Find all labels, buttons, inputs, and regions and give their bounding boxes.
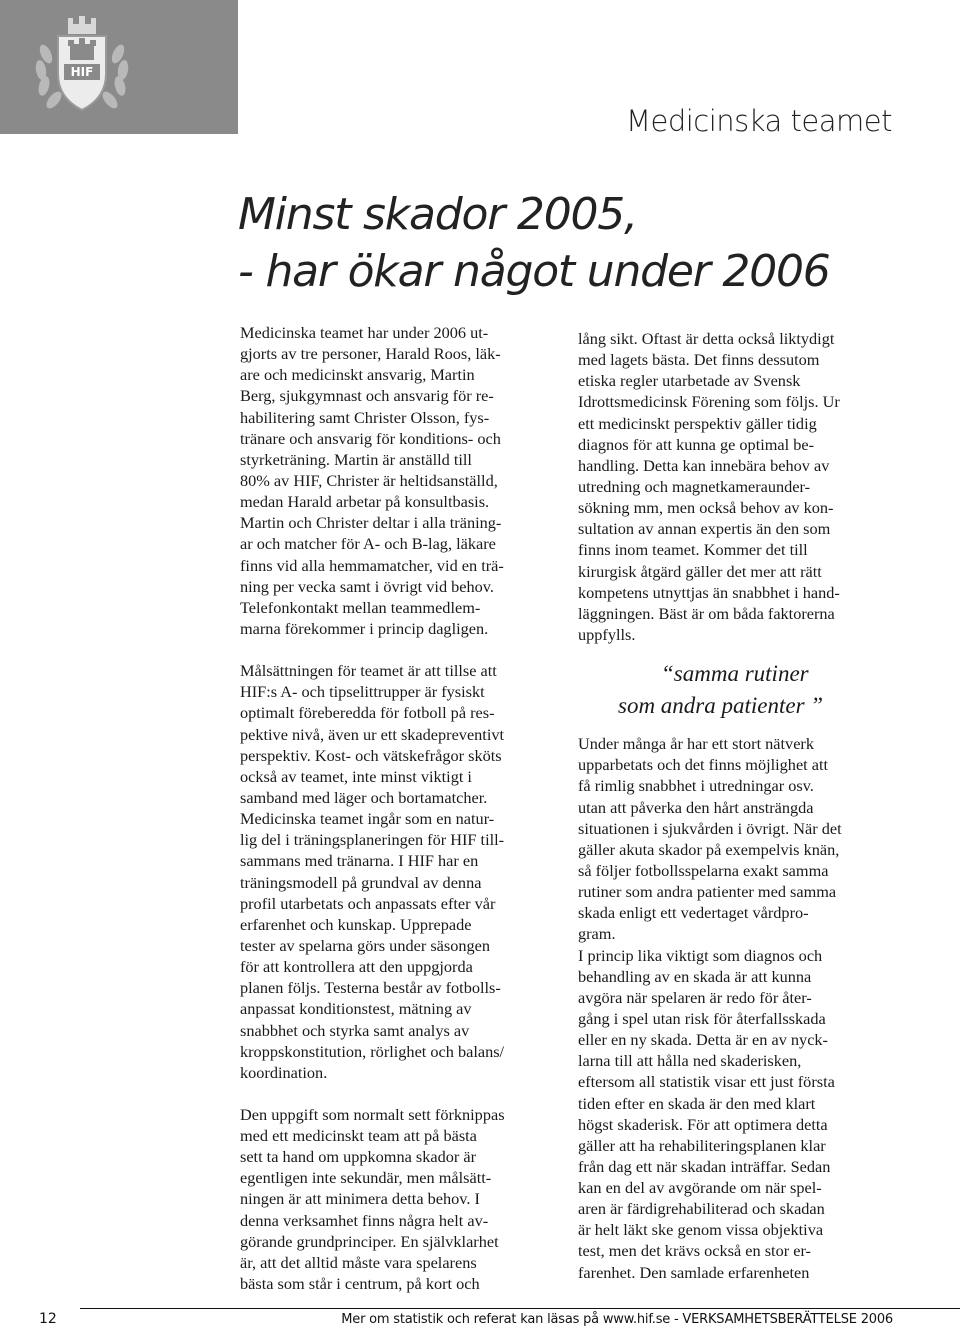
text-line: görande grundprinciper. En självklarhet	[240, 1231, 499, 1251]
text-line: gäller akuta skador på exempelvis knän,	[578, 839, 840, 859]
text-line: are och medicinskt ansvarig, Martin	[240, 365, 475, 385]
text-line: denna verksamhet finns några helt av-	[240, 1210, 489, 1230]
text-line: Martin och Christer deltar i alla träning-	[240, 513, 502, 533]
text-line: situationen i sjukvården i övrigt. När det	[578, 818, 842, 838]
text-line: lig del i träningsplaneringen för HIF till-	[240, 830, 505, 850]
text-line: ar och matcher för A- och B-lag, läkare	[240, 534, 496, 554]
text-line: är helt läkt ske genom vissa objektiva	[578, 1220, 824, 1240]
hif-crest-logo	[30, 14, 134, 118]
text-line: ning per vecka samt i övrigt vid behov.	[240, 576, 494, 596]
footer-text: Mer om statistik och referat kan läsas på www.hif.se - VERKSAMHETSBERÄTTELSE 2006	[341, 1312, 893, 1327]
text-line: tester av spelarna görs under säsongen	[240, 935, 491, 955]
text-line: Målsättningen för teamet är att tillse att	[240, 661, 497, 681]
text-line: anpassat konditionstest, mätning av	[240, 999, 472, 1019]
text-line: gjorts av tre personer, Harald Roos, läk-	[240, 344, 501, 364]
text-line: Telefonkontakt mellan teammedlem-	[240, 597, 481, 617]
pull-quote	[578, 658, 898, 721]
right-paragraph-1	[578, 328, 898, 645]
text-line: träningsmodell på grundval av denna	[240, 872, 482, 892]
text-line: aren är färdigrehabiliterad och skadan	[578, 1199, 825, 1219]
text-line: snabbhet och styrka samt analys av	[240, 1020, 470, 1040]
text-line: sett ta hand om uppkomna skador är	[240, 1147, 477, 1167]
text-line: för att kontrollera att den uppgjorda	[240, 957, 473, 977]
text-line: upparbetats och det finns möjlighet att	[578, 755, 829, 775]
page-number: 12	[39, 1311, 57, 1327]
text-line: 80% av HIF, Christer är heltidsanställd,	[240, 470, 498, 490]
text-line: bästa som står i centrum, på kort och	[240, 1274, 480, 1294]
text-line: finns vid alla hemmamatcher, vid en trä-	[240, 555, 504, 575]
text-line: lång sikt. Oftast är detta också liktydigt	[578, 329, 835, 348]
text-line: behandling av en skada är att kunna	[578, 966, 812, 986]
text-line: samband med läger och bortamatcher.	[240, 787, 488, 807]
paragraph-spacer	[240, 1083, 560, 1104]
left-paragraph-1	[240, 322, 560, 639]
footer-rule	[80, 1308, 960, 1309]
text-line: finns inom teamet. Kommer det till	[578, 540, 808, 560]
text-line: utan att påverka den hårt ansträngda	[578, 797, 814, 817]
text-line: skada enligt ett vedertaget vårdpro-	[578, 903, 809, 923]
text-line: test, men det krävs också en stor er-	[578, 1241, 811, 1261]
headline-line-1: Minst skador 2005,	[238, 189, 637, 240]
text-line: larna till att hålla ned skaderisken,	[578, 1051, 802, 1071]
text-line: tiden efter en skada är den med klart	[578, 1093, 816, 1113]
text-line: HIF:s A- och tipselittrupper är fysiskt	[240, 682, 485, 702]
text-line: gram.	[578, 924, 616, 944]
left-paragraph-3	[240, 1104, 560, 1294]
text-line: sultation av annan expertis än den som	[578, 519, 831, 539]
text-line: gång i spel utan risk för återfallsskada	[578, 1008, 826, 1028]
text-line: uppfylls.	[578, 624, 636, 644]
text-line: med lagets bästa. Det finns dessutom	[578, 350, 820, 370]
text-line: så följer fotbollsspelarna exakt samma	[578, 860, 829, 880]
right-column	[578, 328, 898, 1283]
text-line: är, att det alltid måste vara spelarens	[240, 1252, 477, 1272]
text-line: farenhet. Den samlade erfarenheten	[578, 1262, 810, 1282]
text-line: Medicinska teamet har under 2006 ut-	[240, 323, 489, 342]
text-line: gäller att ha rehabiliteringsplanen klar	[578, 1135, 826, 1155]
text-line: Under många år har ett stort nätverk	[578, 734, 814, 754]
text-line: ett medicinskt perspektiv gäller tidig	[578, 413, 817, 433]
text-line: medan Harald arbetar på konsultbasis.	[240, 492, 490, 512]
text-line: läggningen. Bäst är om båda faktorerna	[578, 603, 835, 623]
text-line: högst skaderisk. För att optimera detta	[578, 1114, 828, 1134]
pull-quote-line-2: som andra patienter ”	[618, 692, 824, 718]
text-line: sökning mm, men också behov av kon-	[578, 498, 834, 518]
text-line: rutiner som andra patienter med samma	[578, 882, 837, 902]
text-line: med ett medicinskt team att på bästa	[240, 1126, 477, 1146]
text-line: habilitering samt Christer Olsson, fys-	[240, 407, 490, 427]
text-line: erfarenhet och kunskap. Upprepade	[240, 914, 472, 934]
text-line: kan en del av avgörande om när spel-	[578, 1178, 822, 1198]
text-line: Den uppgift som normalt sett förknippas	[240, 1104, 505, 1124]
text-line: styrketräning. Martin är anställd till	[240, 449, 472, 469]
text-line: etiska regler utarbetade av Svensk	[578, 371, 801, 391]
text-line: handling. Detta kan innebära behov av	[578, 455, 830, 475]
pull-quote-line-1: “samma rutiner	[661, 661, 809, 687]
text-line: också av teamet, inte minst viktigt i	[240, 766, 472, 786]
text-line: från dag ett när skadan inträffar. Sedan	[578, 1156, 831, 1176]
text-line: kroppskonstitution, rörlighet och balans/	[240, 1041, 505, 1061]
text-line: ningen är att minimera detta behov. I	[240, 1189, 480, 1209]
text-line: sammans med tränarna. I HIF har en	[240, 851, 479, 871]
text-line: profil utarbetats och anpassats efter vår	[240, 893, 496, 913]
section-title: Medicinska teamet	[625, 104, 892, 138]
header-logo-block	[0, 0, 238, 134]
paragraph-spacer	[240, 639, 560, 660]
text-line: få rimlig snabbhet i utredningar osv.	[578, 776, 814, 796]
text-line: Medicinska teamet ingår som en natur-	[240, 809, 495, 829]
left-paragraph-2	[240, 660, 560, 1083]
page-headline	[238, 186, 830, 300]
text-line: kompetens utnyttjas än snabbhet i hand-	[578, 582, 840, 602]
text-line: avgöra när spelaren är redo för åter-	[578, 987, 812, 1007]
text-line: kirurgisk åtgärd gäller det mer att rätt	[578, 561, 822, 581]
text-line: pektive nivå, även ur ett skadepreventivt	[240, 724, 505, 744]
text-line: planen följs. Testerna består av fotbolls-	[240, 978, 501, 998]
logo-text: HIF	[70, 65, 94, 79]
right-paragraph-2	[578, 733, 898, 1283]
text-line: Idrottsmedicinsk Förening som följs. Ur	[578, 392, 840, 412]
text-line: marna förekommer i princip dagligen.	[240, 618, 489, 638]
text-line: I princip lika viktigt som diagnos och	[578, 945, 823, 965]
text-line: egentligen inte sekundär, men målsätt-	[240, 1168, 492, 1188]
text-line: Berg, sjukgymnast och ansvarig för re-	[240, 386, 494, 406]
left-column	[240, 322, 560, 1294]
text-line: diagnos för att kunna ge optimal be-	[578, 434, 815, 454]
headline-line-2: - har ökar något under 2006	[238, 246, 830, 297]
text-line: optimalt föreberedda för fotboll på res-	[240, 703, 495, 723]
text-line: eftersom all statistik visar ett just första	[578, 1072, 835, 1092]
text-line: tränare och ansvarig för konditions- och	[240, 428, 501, 448]
text-line: perspektiv. Kost- och vätskefrågor sköts	[240, 745, 502, 765]
text-line: koordination.	[240, 1062, 328, 1082]
text-line: utredning och magnetkameraunder-	[578, 476, 811, 496]
text-line: eller en ny skada. Detta är en av nyck-	[578, 1030, 828, 1050]
